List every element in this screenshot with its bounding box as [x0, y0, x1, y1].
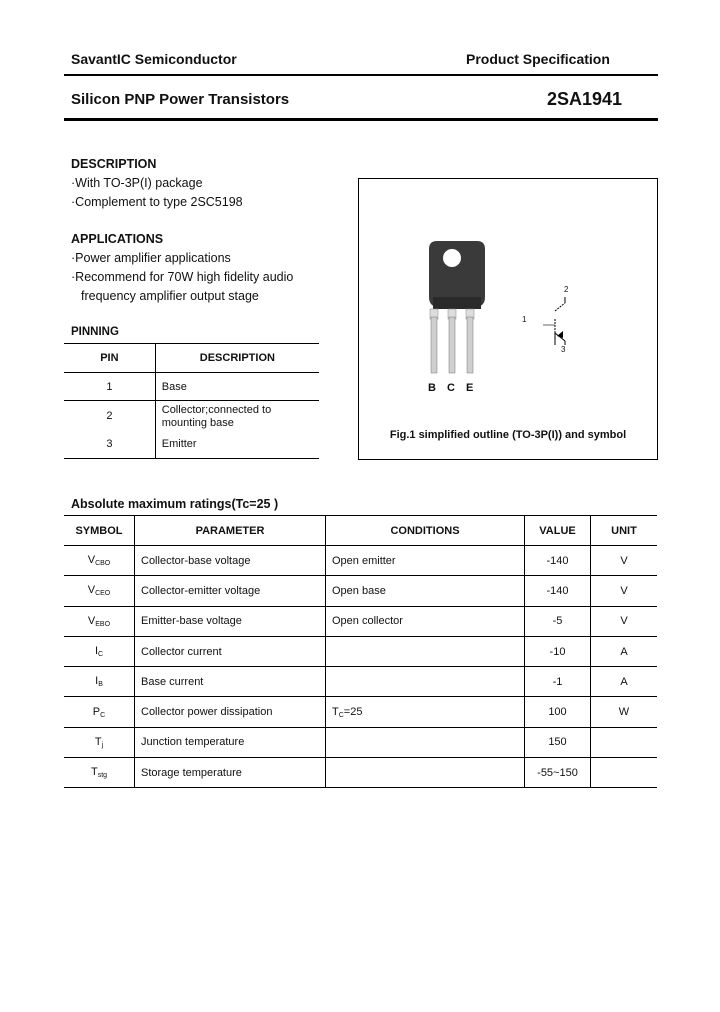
rating-value: -55~150 [525, 758, 591, 788]
ratings-heading: Absolute maximum ratings(Tc=25 ) [71, 497, 279, 511]
rating-unit: A [591, 636, 658, 666]
rating-value: -5 [525, 606, 591, 636]
symbol-pin-3: 3 [561, 345, 566, 354]
rating-unit: A [591, 667, 658, 697]
rating-condition [326, 636, 525, 666]
applications-line: ·Power amplifier applications [71, 251, 231, 265]
rating-symbol: $V_{CBO}$ [64, 546, 135, 576]
rating-value: -140 [525, 576, 591, 606]
table-row [64, 727, 657, 757]
rating-unit [591, 727, 658, 757]
rating-parameter: Base current [135, 667, 326, 697]
doc-type: Product Specification [466, 51, 610, 67]
rating-condition [326, 727, 525, 757]
rating-value: -10 [525, 636, 591, 666]
table-row [64, 373, 319, 401]
unit-header: UNIT [591, 516, 658, 546]
company-name: SavantIC Semiconductor [71, 51, 237, 67]
table-row [64, 576, 657, 606]
rating-condition [326, 758, 525, 788]
rating-condition: Open base [326, 576, 525, 606]
description-heading: DESCRIPTION [71, 157, 157, 171]
rating-parameter: Junction temperature [135, 727, 326, 757]
pin-header: PIN [64, 344, 155, 373]
value-header: VALUE [525, 516, 591, 546]
page-title: Silicon PNP Power Transistors [71, 91, 290, 108]
pin-description: Base [155, 373, 319, 401]
rating-unit: V [591, 606, 658, 636]
description-line: ·With TO-3P(I) package [71, 176, 203, 190]
symbol-pin-2: 2 [564, 285, 569, 294]
table-row [64, 758, 657, 788]
table-row [64, 431, 319, 458]
pin-description: Emitter [155, 431, 319, 458]
symbol-pin-1: 1 [522, 315, 527, 324]
rating-symbol: $V_{EBO}$ [64, 606, 135, 636]
table-row [64, 401, 319, 432]
table-row [64, 697, 657, 727]
rating-symbol: $I_C$ [64, 636, 135, 666]
rating-parameter: Collector-base voltage [135, 546, 326, 576]
header-rule [64, 74, 658, 76]
title-rule [64, 118, 658, 121]
pin-label-b: B [428, 382, 436, 394]
rating-parameter: Collector-emitter voltage [135, 576, 326, 606]
table-row [64, 636, 657, 666]
applications-heading: APPLICATIONS [71, 232, 164, 246]
pin-description: Collector;connected to mounting base [161, 404, 272, 429]
ratings-table [64, 515, 657, 788]
part-number: 2SA1941 [547, 89, 623, 109]
rating-symbol: $V_{CEO}$ [64, 576, 135, 606]
rating-symbol: $T_{stg}$ [64, 758, 135, 788]
pin-label-c: C [447, 382, 455, 394]
pin-description-header: DESCRIPTION [155, 344, 319, 373]
rating-value: -1 [525, 667, 591, 697]
rating-symbol: $I_B$ [64, 667, 135, 697]
rating-unit: V [591, 576, 658, 606]
applications-line: ·Recommend for 70W high fidelity audio [71, 270, 294, 284]
rating-parameter: Storage temperature [135, 758, 326, 788]
table-row [64, 667, 657, 697]
rating-parameter: Collector power dissipation [135, 697, 326, 727]
rating-value: 100 [525, 697, 591, 727]
rating-symbol: $T_j$ [64, 727, 135, 757]
rating-condition: $T_C=25$ [326, 697, 525, 727]
pinning-table [64, 344, 319, 459]
rating-condition: Open emitter [326, 546, 525, 576]
pin-number: 2 [64, 401, 155, 432]
rating-condition: Open collector [326, 606, 525, 636]
description-line: ·Complement to type 2SC5198 [71, 195, 243, 209]
rating-parameter: Emitter-base voltage [135, 606, 326, 636]
pin-label-e: E [466, 382, 474, 394]
rating-unit: W [591, 697, 658, 727]
rating-value: 150 [525, 727, 591, 757]
table-row [64, 606, 657, 636]
rating-value: -140 [525, 546, 591, 576]
table-row [64, 546, 657, 576]
pin-number: 3 [64, 431, 155, 458]
package-outline-drawing [359, 179, 657, 419]
rating-condition [326, 667, 525, 697]
conditions-header: CONDITIONS [326, 516, 525, 546]
parameter-header: PARAMETER [135, 516, 326, 546]
rating-unit [591, 758, 658, 788]
package-figure [358, 178, 658, 460]
rating-symbol: $P_C$ [64, 697, 135, 727]
pinning-heading: PINNING [71, 326, 119, 338]
symbol-header: SYMBOL [64, 516, 135, 546]
rating-unit: V [591, 546, 658, 576]
rating-parameter: Collector current [135, 636, 326, 666]
applications-line: frequency amplifier output stage [81, 289, 259, 303]
pin-number: 1 [64, 373, 155, 401]
figure-caption: Fig.1 simplified outline (TO-3P(I)) and symbol [389, 429, 627, 441]
